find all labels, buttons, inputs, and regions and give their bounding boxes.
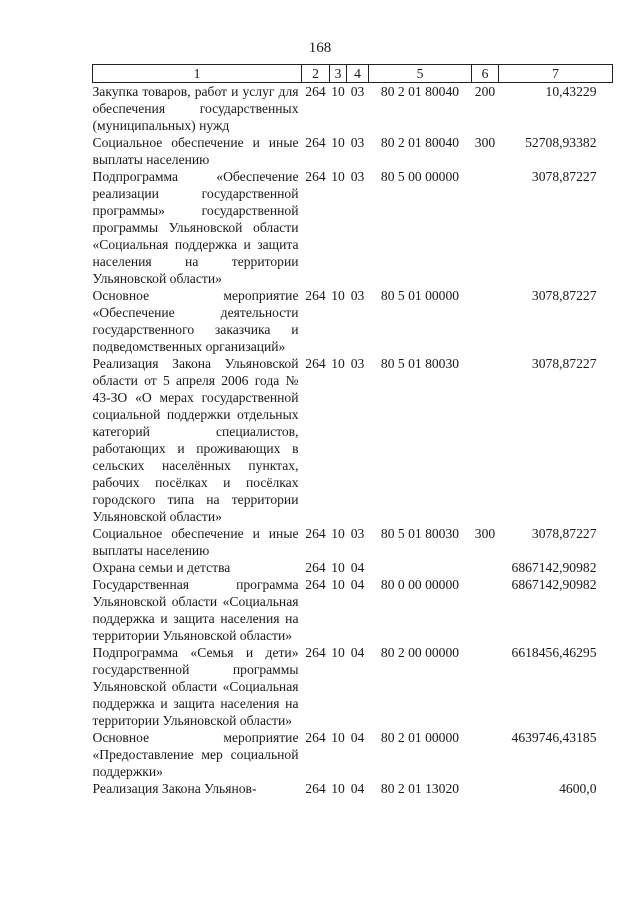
row-section: 10 xyxy=(331,135,345,150)
row-expense-type xyxy=(472,729,499,780)
page-number: 168 xyxy=(308,40,332,56)
row-subsection: 04 xyxy=(350,577,365,592)
row-expense-type: 300 xyxy=(474,526,496,541)
row-subsection: 04 xyxy=(350,560,365,575)
budget-table xyxy=(92,64,613,797)
row-name: Социальное обеспечение и иные выплаты населению xyxy=(92,135,299,167)
row-section: 10 xyxy=(331,577,345,592)
row-expense-type xyxy=(472,576,499,644)
row-amount: 3078,87227 xyxy=(531,169,597,184)
row-target-article: 80 2 01 80040 xyxy=(380,135,460,150)
row-name: Охрана семьи и детства xyxy=(92,560,231,575)
row-target-article: 80 2 00 00000 xyxy=(380,645,460,660)
table-row xyxy=(93,168,613,287)
header-cell-section: 3 xyxy=(330,65,347,83)
row-amount: 6618456,46295 xyxy=(511,645,597,660)
row-target-article: 80 5 00 00000 xyxy=(380,169,460,184)
row-ministry-code: 264 xyxy=(305,356,326,371)
header-cell-ministry: 2 xyxy=(302,65,330,83)
row-section: 10 xyxy=(331,356,345,371)
row-ministry-code: 264 xyxy=(305,135,326,150)
header-cell-amount: 7 xyxy=(499,65,613,83)
row-amount: 52708,93382 xyxy=(525,135,597,150)
row-section: 10 xyxy=(331,730,345,745)
row-ministry-code: 264 xyxy=(305,169,326,184)
table-row xyxy=(93,83,613,135)
row-section: 10 xyxy=(331,169,345,184)
row-expense-type xyxy=(472,780,499,797)
row-target-article: 80 2 01 13020 xyxy=(380,781,460,796)
row-subsection: 03 xyxy=(350,135,365,150)
row-name: Реализация Закона Ульянов- xyxy=(92,781,257,796)
table-row xyxy=(93,559,613,576)
table-row xyxy=(93,287,613,355)
row-ministry-code: 264 xyxy=(305,730,326,745)
row-target-article: 80 5 01 80030 xyxy=(380,526,460,541)
row-subsection: 03 xyxy=(350,288,365,303)
table-header-row xyxy=(93,65,613,83)
table-row xyxy=(93,780,613,797)
row-expense-type xyxy=(472,287,499,355)
row-section: 10 xyxy=(331,84,345,99)
row-expense-type xyxy=(472,355,499,525)
row-expense-type: 300 xyxy=(474,135,496,150)
row-section: 10 xyxy=(331,288,345,303)
header-cell-name: 1 xyxy=(93,65,302,83)
row-name: Подпрограмма «Обеспечение реализации государственной программы» государственной программы Ульяновской области «Социальная поддержка и защита населения на территории Ульяновской области» xyxy=(92,169,299,286)
row-expense-type xyxy=(472,559,499,576)
header-cell-subsection: 4 xyxy=(347,65,369,83)
row-name: Подпрограмма «Семья и дети» государственной программы Ульяновской области «Социальная поддержка и защита населения на территории Ульяновской области» xyxy=(92,645,299,728)
row-name: Основное мероприятие «Обеспечение деятельности государственного заказчика и подведомственных организаций» xyxy=(92,288,299,354)
row-expense-type xyxy=(472,644,499,729)
row-amount: 10,43229 xyxy=(545,84,597,99)
row-subsection: 03 xyxy=(350,169,365,184)
table-row xyxy=(93,525,613,559)
row-amount: 6867142,90982 xyxy=(511,560,597,575)
row-amount: 3078,87227 xyxy=(531,288,597,303)
row-expense-type xyxy=(472,168,499,287)
row-section: 10 xyxy=(331,645,345,660)
row-target-article xyxy=(369,559,472,576)
row-ministry-code: 264 xyxy=(305,288,326,303)
row-subsection: 04 xyxy=(350,645,365,660)
row-name: Государственная программа Ульяновской области «Социальная поддержка и защита населения на территории Ульяновской области» xyxy=(92,577,299,643)
table-row xyxy=(93,644,613,729)
row-amount: 6867142,90982 xyxy=(511,577,597,592)
row-ministry-code: 264 xyxy=(305,84,326,99)
table-row xyxy=(93,576,613,644)
row-amount: 4639746,43185 xyxy=(511,730,597,745)
row-subsection: 03 xyxy=(350,526,365,541)
row-amount: 4600,0 xyxy=(559,781,597,796)
row-name: Реализация Закона Ульяновской области от 5 апреля 2006 года № 43-ЗО «О мерах государственной социальной поддержки отдельных категорий специалистов, работающих и проживающих в сельских населённых пунктах, рабочих посёлках и посёлках городского типа на территории Ульяновской области» xyxy=(92,356,299,524)
row-target-article: 80 2 01 00000 xyxy=(380,730,460,745)
row-ministry-code: 264 xyxy=(305,577,326,592)
row-name: Закупка товаров, работ и услуг для обеспечения государственных (муниципальных) нужд xyxy=(92,84,299,133)
row-ministry-code: 264 xyxy=(305,781,326,796)
table-row xyxy=(93,355,613,525)
table-row xyxy=(93,729,613,780)
row-subsection: 04 xyxy=(350,730,365,745)
row-target-article: 80 0 00 00000 xyxy=(380,577,460,592)
row-amount: 3078,87227 xyxy=(531,526,597,541)
row-ministry-code: 264 xyxy=(305,560,326,575)
row-amount: 3078,87227 xyxy=(531,356,597,371)
row-section: 10 xyxy=(331,781,345,796)
row-name: Социальное обеспечение и иные выплаты населению xyxy=(92,526,299,558)
row-target-article: 80 5 01 80030 xyxy=(380,356,460,371)
row-subsection: 03 xyxy=(350,84,365,99)
header-cell-target: 5 xyxy=(369,65,472,83)
table-row xyxy=(93,134,613,168)
row-ministry-code: 264 xyxy=(305,645,326,660)
header-cell-type: 6 xyxy=(472,65,499,83)
row-ministry-code: 264 xyxy=(305,526,326,541)
row-target-article: 80 2 01 80040 xyxy=(380,84,460,99)
row-name: Основное мероприятие «Предоставление мер социальной поддержки» xyxy=(92,730,299,779)
row-section: 10 xyxy=(331,526,345,541)
row-expense-type: 200 xyxy=(474,84,496,99)
row-subsection: 04 xyxy=(350,781,365,796)
row-section: 10 xyxy=(331,560,345,575)
row-target-article: 80 5 01 00000 xyxy=(380,288,460,303)
row-subsection: 03 xyxy=(350,356,365,371)
